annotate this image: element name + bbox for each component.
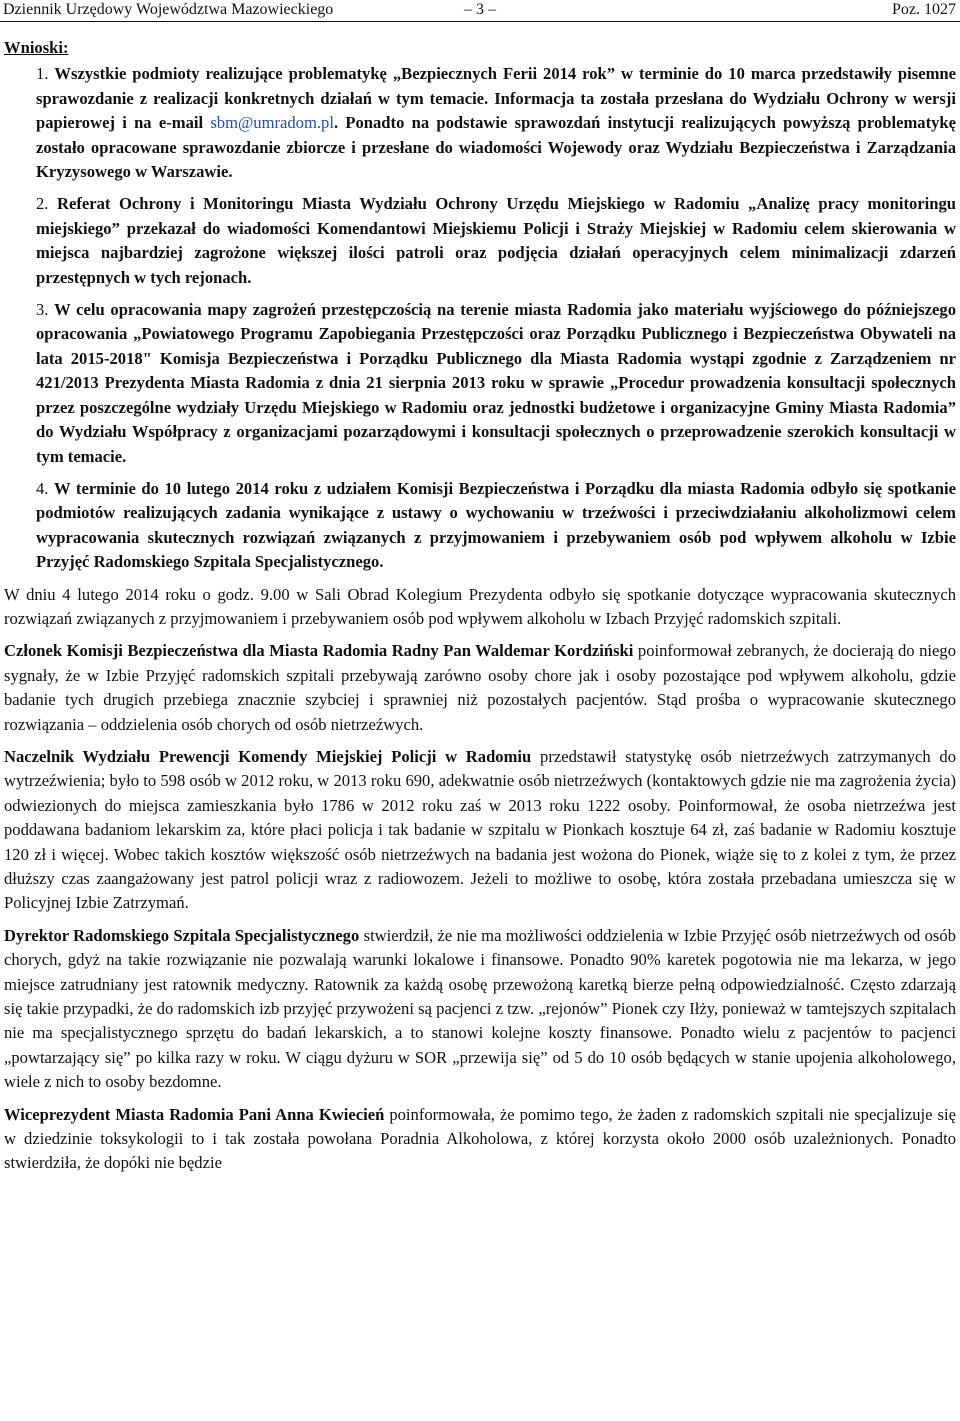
- paragraph-text: przedstawił statystykę osób nietrzeźwych zatrzymanych do wytrzeźwienia; było to 598 osób w 2012 roku, w 2013 roku 690, adekwatnie osób nietrzeźwych (kontaktowych gdzie nie ma zagrożenia życia) odwiezionych do miejsca zamieszkania było 1786 w 2012 roku zaś w 2013 roku 1222 osoby. Poinformował, że osoba nietrzeźwa jest poddawana badaniom lekarskim za, które płaci policja i tak badanie w szpitalu w Pionkach kosztuje 64 zł, zaś badanie w Radomiu kosztuje 120 zł i więcej. Wobec takich kosztów większość osób nietrzeźwych na badania jest wożona do Pionek, wiąże się to z kolei z tym, że przez dłuższy czas zaangażowany jest patrol policji wraz z radiowozem. Jeżeli to możliwe to osobę, która została przebadana umieszcza się w Policyjnej Izbie Zatrzymań.: [4, 746, 956, 913]
- paragraph-meeting: [4, 583, 956, 632]
- item-number: 2.: [36, 194, 49, 214]
- page-number: – 3 –: [464, 1, 496, 19]
- paragraph-hospital-director: [4, 924, 956, 1095]
- paragraph-vice-president: [4, 1103, 956, 1176]
- item-text: Referat Ochrony i Monitoringu Miasta Wydziału Ochrony Urzędu Miejskiego w Radomiu „Analizę pracy monitoringu miejskiego” przekazał do wiadomości Komendantowi Miejskiemu Policji i Straży Miejskiej w Radomiu celem skierowania w miejsca najbardziej zagrożone większej ilości patroli oraz podjęcia działań operacyjnych celem minimalizacji zdarzeń przestępnych w tych rejonach.: [36, 194, 956, 287]
- speaker-name: Członek Komisji Bezpieczeństwa dla Miasta Radomia Radny Pan Waldemar Kordziński: [4, 641, 634, 661]
- item-text: Wszystkie podmioty realizujące problematykę „Bezpiecznych Ferii 2014 rok” w terminie do 10 marca przedstawiły pisemne sprawozdanie z realizacji konkretnych działań w tym temacie. Informacja ta została przesłana do Wydziału Ochrony w wersji papierowej i na e-mail: [36, 64, 956, 133]
- email-link[interactable]: sbm@umradom.pl: [210, 113, 334, 133]
- conclusion-item-2: [4, 192, 956, 290]
- conclusion-item-3: [4, 298, 956, 469]
- speaker-name: Dyrektor Radomskiego Szpitala Specjalistycznego: [4, 925, 360, 945]
- paragraph-text: poinformowała, że pomimo tego, że żaden z radomskich szpitali nie specjalizuje się w dziedzinie toksykologii to i tak została powołana Poradnia Alkoholowa, z której korzysta około 2000 osób uzależnionych. Ponadto stwierdziła, że dopóki nie będzie: [4, 1104, 956, 1173]
- speaker-name: Wiceprezydent Miasta Radomia Pani Anna Kwiecień: [4, 1104, 385, 1124]
- paragraph-police-chief: [4, 745, 956, 916]
- item-text-continued: . Ponadto na podstawie sprawozdań instytucji realizujących powyższą problematykę zostało opracowane sprawozdanie zbiorcze i przesłane do wiadomości Wojewody oraz Wydziału Bezpieczeństwa i Zarządzania Kryzysowego w Warszawie.: [36, 113, 956, 182]
- page-header: [0, 0, 960, 22]
- item-number: 3.: [36, 300, 49, 320]
- item-text: W celu opracowania mapy zagrożeń przestępczością na terenie miasta Radomia jako materiału wyjściowego do późniejszego opracowania „Powiatowego Programu Zapobiegania Przestępczości oraz Porządku Publicznego i Bezpieczeństwa Obywateli na lata 2015-2018" Komisja Bezpieczeństwa i Porządku Publicznego dla Miasta Radomia wystąpi zgodnie z Zarządzeniem nr 421/2013 Prezydenta Miasta Radomia z dnia 21 sierpnia 2013 roku w sprawie „Procedur prowadzenia konsultacji społecznych przez poszczególne wydziały Urzędu Miejskiego w Radomiu oraz jednostki budżetowe i organizacyjne Gminy Miasta Radomia” do Wydziału Współpracy z organizacjami pozarządowymi i konsultacji społecznych o przeprowadzenie szerokich konsultacji w tym temacie.: [36, 300, 957, 466]
- paragraph-text: stwierdził, że nie ma możliwości oddzielenia w Izbie Przyjęć osób nietrzeźwych od osób chorych, gdyż na takie rozwiązanie nie pozwalają warunki lokalowe i finansowe. Ponadto 90% karetek pogotowia nie ma lekarza, w jego miejsce zatrudniany jest ratownik medyczny. Ratownik za każdą osobę przewożoną karetką bierze pełną odpowiedzialność. Często zdarzają się takie przypadki, że do radomskich izb przyjęć przywożeni są pacjenci z tzw. „rejonów” Pionek czy Iłży, ponieważ w tamtejszych szpitalach nie ma specjalistycznego sprzętu do badań lekarskich, a to stanowi kolejne koszty finansowe. Ponadto wielu z pacjentów to pacjenci „powtarzający się” po kilka razy w roku. W ciągu dyżuru w SOR „przewija się” od 5 do 10 osób będących w stanie upojenia alkoholowego, wiele z nich to osoby bezdomne.: [4, 925, 956, 1092]
- paragraph-text: poinformował zebranych, że docierają do niego sygnały, że w Izbie Przyjęć radomskich szpitali przebywają zarówno osoby chore jak i osoby pozostające pod wpływem alkoholu, gdzie badanie tych drugich przebiega znacznie szybciej i sprawniej niż pozostałych pacjentów. Stąd prośba o wypracowanie skutecznego rozwiązania – oddzielenia osób chorych od osób nietrzeźwych.: [4, 641, 956, 734]
- journal-title: Dziennik Urzędowy Województwa Mazowieckiego: [3, 1, 334, 19]
- speaker-name: Naczelnik Wydziału Prewencji Komendy Miejskiej Policji w Radomiu: [4, 746, 532, 766]
- item-number: 1.: [36, 64, 49, 84]
- paragraph-council-member: [4, 639, 956, 737]
- paragraph-text: W dniu 4 lutego 2014 roku o godz. 9.00 w Sali Obrad Kolegium Prezydenta odbyło się spotkanie dotyczące wypracowania skutecznych rozwiązań związanych z przyjmowaniem i przebywaniem osób pod wpływem alkoholu w Izbach Przyjęć radomskich szpitali.: [4, 584, 956, 628]
- conclusions-heading: Wnioski:: [4, 38, 69, 57]
- conclusion-item-1: [4, 62, 956, 184]
- conclusion-item-4: [4, 477, 956, 575]
- item-text: W terminie do 10 lutego 2014 roku z udziałem Komisji Bezpieczeństwa i Porządku dla miasta Radomia odbyło się spotkanie podmiotów realizujących zadania wynikające z ustawy o wychowaniu w trzeźwości i przeciwdziałaniu alkoholizmowi celem wypracowania skutecznych rozwiązań związanych z przyjmowaniem i przebywaniem osób pod wpływem alkoholu w Izbie Przyjęć Radomskiego Szpitala Specjalistycznego.: [36, 478, 956, 572]
- document-body: [4, 36, 956, 1176]
- position-number: Poz. 1027: [892, 1, 956, 19]
- item-number: 4.: [36, 478, 49, 498]
